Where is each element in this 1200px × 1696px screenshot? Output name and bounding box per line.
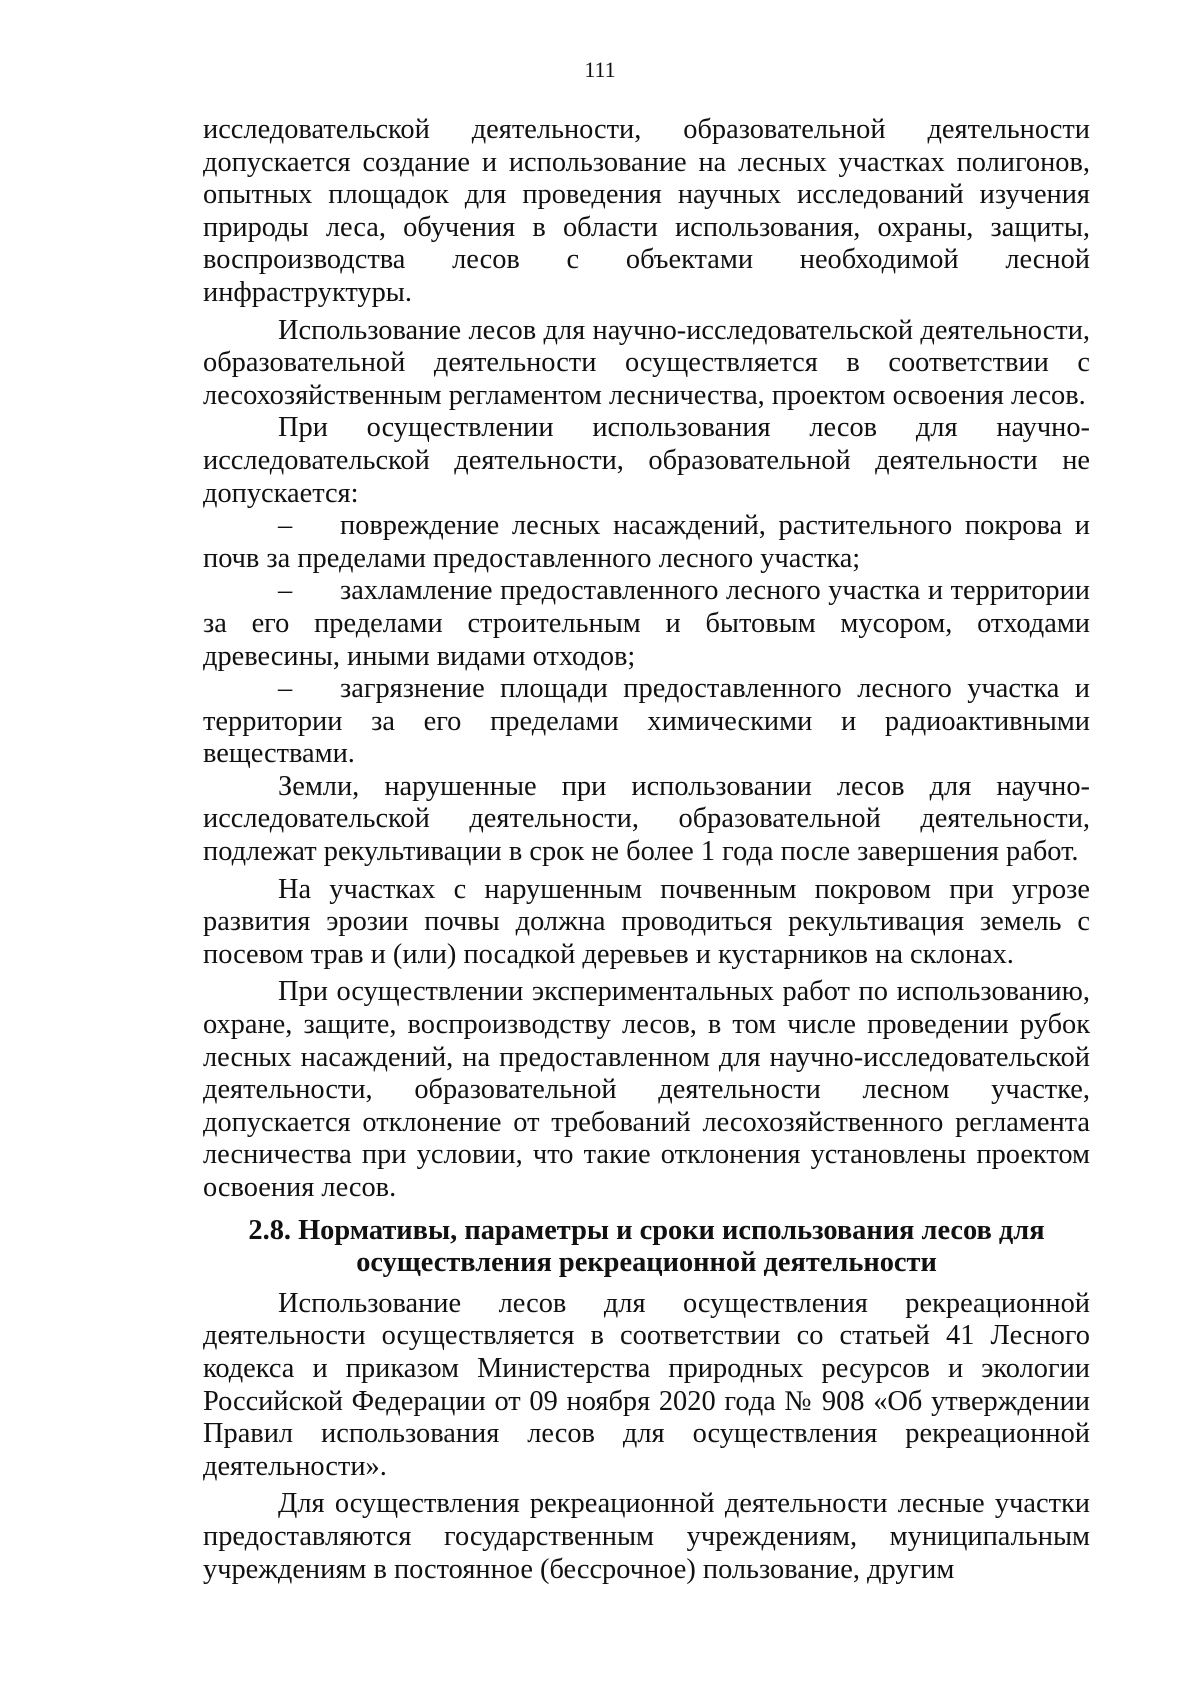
list-item-text: захламление предоставленного лесного участка и территории за его пределами строительным и бытовым мусором, отходами древесины, иными видами отходов;: [203, 575, 1090, 672]
paragraph-erosion: На участках с нарушенным почвенным покровом при угрозе развития эрозии почвы должна проводиться рекультивация земель с посевом трав и (или) посадкой деревьев и кустарников на склонах.: [203, 873, 1090, 970]
page-number: 111: [584, 57, 616, 82]
paragraph-experimental-works: При осуществлении экспериментальных работ по использованию, охране, защите, воспроизводству лесов, в том числе проведении рубок лесных насаждений, на предоставленном для научно-исследовательской деятельности, образовательной деятельности лесном участке, допускается отклонение от требований лесохозяйственного регламента лесничества при условии, что такие отклонения установлены проектом освоения лесов.: [203, 976, 1090, 1203]
page-body: [203, 114, 1090, 1586]
section-heading: [203, 1215, 1090, 1280]
paragraph-recultivation: Земли, нарушенные при использовании лесов для научно-исследовательской деятельности, образовательной деятельности, подлежат рекультивации в срок не более 1 года после завершения работ.: [203, 770, 1090, 868]
paragraph-use-of-forests: Использование лесов для научно-исследовательской деятельности, образовательной деятельности осуществляется в соответствии с лесохозяйственным регламентом лесничества, проектом освоения лесов.: [203, 314, 1090, 411]
dash-marker: –: [278, 510, 293, 542]
list-item: [203, 510, 1090, 575]
prohibitions-list: [203, 510, 1090, 771]
section-heading-line: осуществления рекреационной деятельности: [356, 1247, 937, 1279]
list-item-text: загрязнение площади предоставленного лесного участка и территории за его пределами химическими и радиоактивными веществами.: [203, 673, 1090, 770]
list-item-text: повреждение лесных насаждений, растительного покрова и почв за пределами предоставленного лесного участка;: [203, 510, 1090, 574]
paragraph-recreational-use: Использование лесов для осуществления рекреационной деятельности осуществляется в соответствии со статьей 41 Лесного кодекса и приказом Министерства природных ресурсов и экологии Российской Федерации от 09 ноября 2020 года № 908 «Об утверждении Правил использования лесов для осуществления рекреационной деятельности».: [203, 1287, 1090, 1482]
paragraph-prohibitions-intro: При осуществлении использования лесов для научно-исследовательской деятельности, образовательной деятельности не допускается:: [203, 412, 1090, 509]
paragraph-recreational-provision: Для осуществления рекреационной деятельности лесные участки предоставляются государственным учреждениям, муниципальным учреждениям в постоянное (бессрочное) пользование, другим: [203, 1488, 1090, 1585]
section-heading-line: 2.8. Нормативы, параметры и сроки использования лесов для: [248, 1214, 1045, 1246]
paragraph-continuation: исследовательской деятельности, образовательной деятельности допускается создание и использование на лесных участках полигонов, опытных площадок для проведения научных исследований изучения природы леса, обучения в области использования, охраны, защиты, воспроизводства лесов с объектами необходимой лесной инфраструктуры.: [203, 114, 1090, 308]
dash-marker: –: [278, 575, 293, 607]
list-item: [203, 673, 1090, 771]
dash-marker: –: [278, 673, 293, 705]
list-item: [203, 575, 1090, 673]
